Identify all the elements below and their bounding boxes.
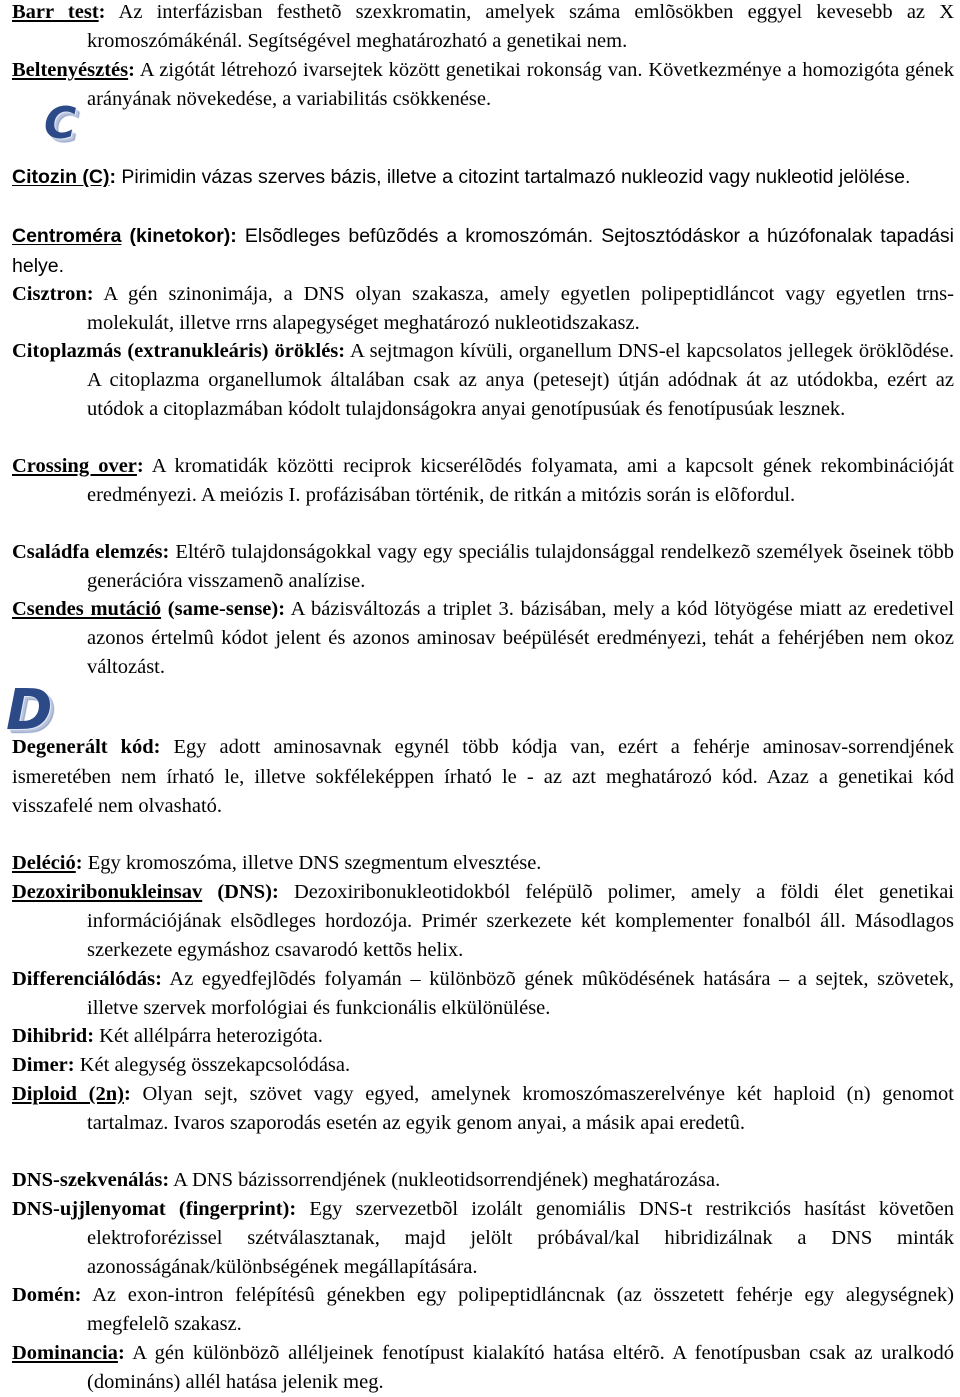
term-crossing-over: Crossing over — [12, 455, 137, 477]
glossary-entry-citoplazmas-oroklodes — [12, 337, 954, 424]
term-dihibrid: Dihibrid: — [12, 1025, 95, 1047]
glossary-entry-delecio: Deléció: Egy kromoszóma, illetve DNS szegmentum elvesztése. — [12, 852, 542, 874]
glossary-entry-citozin: Citozin (C): Pirimidin vázas szerves bázis, illetve a citozint tartalmazó nukleozid vagy nukleotid jelölése. — [12, 166, 911, 188]
term-csendes-mutacio: Csendes mutáció — [12, 598, 162, 620]
term-csaladfa-elemzes: Családfa elemzés: — [12, 541, 170, 563]
term-barr-test: Barr test — [12, 1, 99, 23]
glossary-entry-csendes-mutacio: Csendes mutáció (same-sense): A bázisváltozás a triplet 3. bázisában, mely a kód lötyögése miatt az eredetivel azonos értelmû kódot jelent és azonos aminosav beépülését eredményezi, tehát a fehérjében nem okoz változást. — [12, 598, 955, 678]
term-differencialodas: Differenciálódás: — [12, 968, 162, 990]
section-letter-d: D — [6, 678, 53, 743]
glossary-entry-degeneralt-kod — [12, 733, 954, 822]
definition-domen: Az exon-intron felépítésû génekben egy polipeptidláncnak (az összetett fehérje egy alegységnek) megfelelõ szakasz. — [81, 1284, 954, 1335]
glossary-entry-cisztron — [12, 280, 954, 338]
definition-centromera: Elsõdleges befûzõdés a kromoszómán. Sejtosztódáskor a húzófonalak tapadási helye. — [12, 225, 955, 277]
glossary-entry-diploid: Diploid (2n): Olyan sejt, szövet vagy egyed, amelynek kromoszómaszerelvénye két haploid (n) genomot tartalmaz. Ivaros szaporodás esetén az egyik genom anyai, a másik apai eredetû. — [12, 1083, 954, 1134]
definition-dezoxiribonukleinsav: Dezoxiribonukleotidokból felépülõ polimer, amely a földi élet genetikai információjának elsõdleges hordozója. Primér szerkezete két komplementer fonalból áll. Másodlagos szerkezete egymáshoz csavarodó kettõs helix. — [87, 881, 954, 961]
glossary-entry-domen — [12, 1281, 954, 1339]
definition-dominancia: A gén különbözõ alléljeinek fenotípust kialakító hatása eltérõ. A fenotípusban csak az uralkodó (domináns) allél hatása jelenik meg. — [87, 1342, 954, 1393]
glossary-entry-dezoxiribonukleinsav: Dezoxiribonukleinsav (DNS): Dezoxiribonukleotidokból felépülõ polimer, amely a földi élet genetikai információjának elsõdleges hordozója. Primér szerkezete két komplementer fonalból áll. Másodlagos szerkezete egymáshoz csavarodó kettõs helix. — [12, 881, 954, 961]
term-domen: Domén: — [12, 1284, 82, 1306]
definition-barr-test: Az interfázisban festhetõ szexkromatin, amelyek száma emlõsökben eggyel kevesebb az X kromoszómákénál. Segítségével meghatározható a genetikai nem. — [87, 1, 954, 52]
term-diploid: Diploid (2n) — [12, 1083, 124, 1105]
glossary-entry-dimer — [12, 1051, 954, 1080]
glossary-entry-dns-ujjlenyomat — [12, 1195, 954, 1282]
term-dimer: Dimer: — [12, 1054, 75, 1076]
definition-dns-szekvenalas: A DNS bázissorrendjének (nukleotidsorrendjének) meghatározása. — [169, 1169, 721, 1191]
definition-differencialodas: Az egyedfejlõdés folyamán – különbözõ gének mûködésének hatására – a sejtek, szövetek, illetve szervek morfológiai és funkcionális elkülönülése. — [87, 968, 954, 1019]
glossary-entry-dns-szekvenalas — [12, 1166, 954, 1195]
definition-degeneralt-kod: Egy adott aminosavnak egynél több kódja van, ezért a fehérje aminosav-sorrendjének ismeretében nem írható le, illetve sokféleképpen írható le - az azt meghatározó kód. Azaz a genetikai kód visszafelé nem olvasható. — [12, 736, 954, 817]
term-dominancia: Dominancia — [12, 1342, 118, 1364]
term-citoplazmas-oroklodes: Citoplazmás (extranukleáris) öröklés: — [12, 340, 346, 362]
term-degeneralt-kod: Degenerált kód: — [12, 736, 161, 758]
definition-delecio: Egy kromoszóma, illetve DNS szegmentum elvesztése. — [82, 852, 542, 874]
glossary-entry-beltenyesztes: Beltenyésztés: A zigótát létrehozó ivarsejtek között genetikai rokonság van. Következménye a homozigóta gének arányának növekedése, a variabilitás csökkenése. — [12, 59, 954, 110]
term-beltenyesztes: Beltenyésztés — [12, 59, 129, 81]
term-delecio: Deléció — [12, 852, 76, 874]
term-dns-szekvenalas: DNS-szekvenálás: — [12, 1169, 170, 1191]
section-letter-c: C — [44, 98, 77, 149]
definition-diploid: Olyan sejt, szövet vagy egyed, amelynek kromoszómaszerelvénye két haploid (n) genomot tartalmaz. Ivaros szaporodás esetén az egyik genom anyai, a másik apai eredetû. — [87, 1083, 954, 1134]
term-dezoxiribonukleinsav: Dezoxiribonukleinsav — [12, 881, 203, 903]
term-dns-ujjlenyomat: DNS-ujjlenyomat (fingerprint): — [12, 1198, 297, 1220]
definition-csaladfa-elemzes: Eltérõ tulajdonságokkal vagy egy speciális tulajdonsággal rendelkezõ személyek õseinek több generációra visszamenõ analízise. — [87, 541, 954, 592]
glossary-entry-dominancia: Dominancia: A gén különbözõ alléljeinek fenotípust kialakító hatása eltérõ. A fenotípusban csak az uralkodó (domináns) allél hatása jelenik meg. — [12, 1342, 954, 1393]
term-citozin: Citozin (C) — [12, 166, 110, 188]
definition-citozin: Pirimidin vázas szerves bázis, illetve a citozint tartalmazó nukleozid vagy nukleotid jelölése. — [115, 166, 911, 188]
glossary-entry-dihibrid — [12, 1022, 954, 1051]
term-centromera: Centroméra — [12, 225, 122, 247]
glossary-entry-crossing-over: Crossing over: A kromatidák közötti reciprok kicserélõdés folyamata, ami a kapcsolt gének rekombinációját eredményezi. A meiózis I. profázisában történik, de ritkán a mitózis során is elõfordul. — [12, 455, 954, 506]
term-cisztron: Cisztron: — [12, 283, 94, 305]
definition-dimer: Két alegység összekapcsolódása. — [74, 1054, 351, 1076]
definition-beltenyesztes: A zigótát létrehozó ivarsejtek között genetikai rokonság van. Következménye a homozigóta gének arányának növekedése, a variabilitás csökkenése. — [87, 59, 954, 110]
definition-crossing-over: A kromatidák közötti reciprok kicserélõdés folyamata, ami a kapcsolt gének rekombinációját eredményezi. A meiózis I. profázisában történik, de ritkán a mitózis során is elõfordul. — [87, 455, 954, 506]
glossary-entry-centromera: Centroméra (kinetokor): Elsõdleges befûzõdés a kromoszómán. Sejtosztódáskor a húzófonalak tapadási helye. — [12, 225, 955, 277]
definition-csendes-mutacio: A bázisváltozás a triplet 3. bázisában, mely a kód lötyögése miatt az eredetivel azonos értelmû kódot jelent és azonos aminosav beépülését eredményezi, tehát a fehérjében nem okoz változást. — [87, 598, 955, 678]
definition-cisztron: A gén szinonimája, a DNS olyan szakasza, amely egyetlen polipeptidláncot vagy egyetlen trns-molekulát, illetve rrns alapegységet meghatározó nukleotidszakasz. — [87, 283, 954, 334]
definition-citoplazmas-oroklodes: A sejtmagon kívüli, organellum DNS-el kapcsolatos jellegek öröklõdése. A citoplazma organellumok általában csak az anya (petesejt) útján adódnak át az utódokba, ezért az utódok a citoplazmában kódolt tulajdonságokra anyai genotípusúak és fenotípusúak lesznek. — [87, 340, 954, 420]
glossary-entry-differencialodas — [12, 965, 954, 1023]
glossary-entry-csaladfa-elemzes — [12, 538, 954, 596]
definition-dihibrid: Két allélpárra heterozigóta. — [94, 1025, 323, 1047]
glossary-entry-barr-test: Barr test: Az interfázisban festhetõ szexkromatin, amelyek száma emlõsökben eggyel kevesebb az X kromoszómákénál. Segítségével meghatározható a genetikai nem. — [12, 1, 954, 52]
definition-dns-ujjlenyomat: Egy szervezetbõl izolált genomiális DNS-t restrikciós hasítást követõen elektroforézissel szétválasztanak, majd jelölt próbával/kal hibridizálnak a DNS minták azonosságának/különbségének megállapítására. — [87, 1198, 954, 1278]
